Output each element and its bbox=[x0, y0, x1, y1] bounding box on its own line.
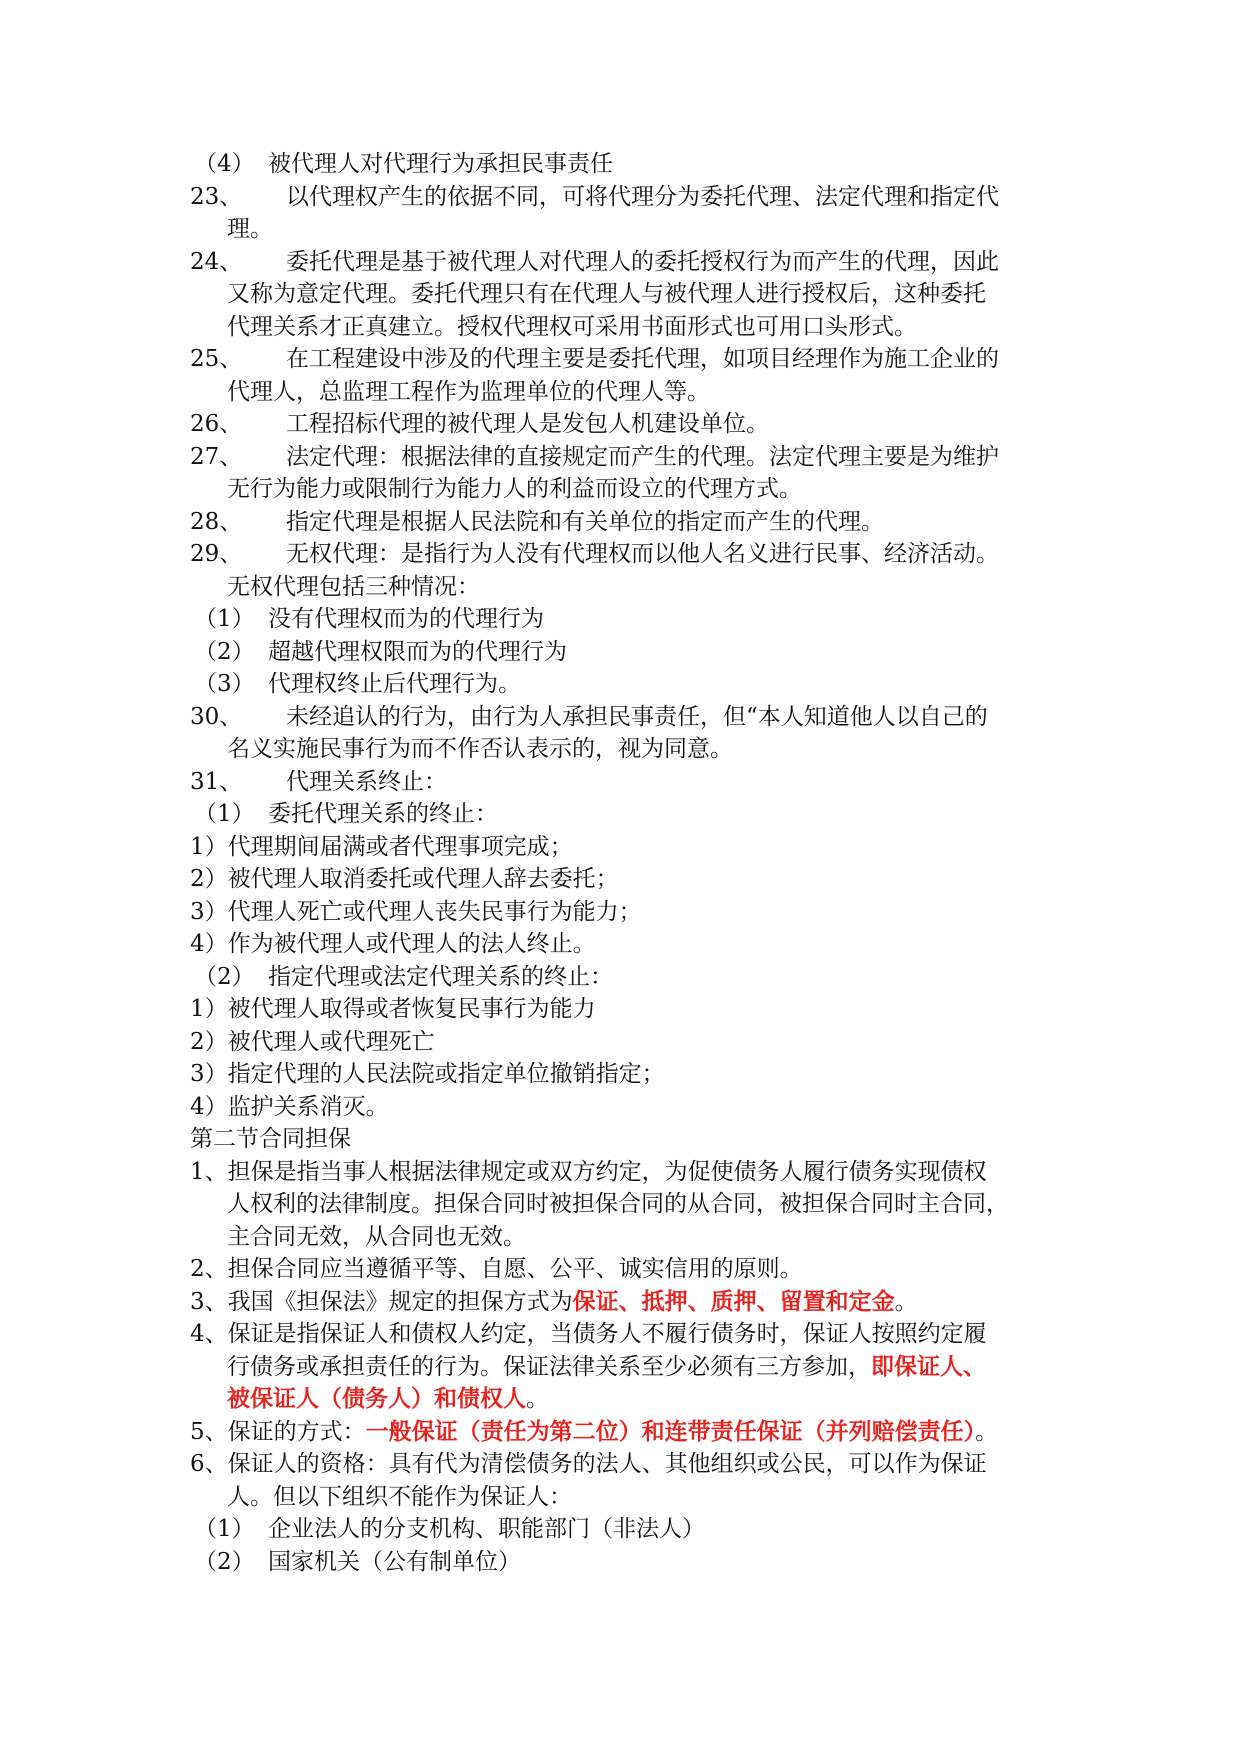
line-text: 被代理人对代理行为承担民事责任 bbox=[268, 151, 613, 177]
line-text: 在工程建设中涉及的代理主要是委托代理，如项目经理作为施工企业的 bbox=[286, 346, 999, 372]
text-line bbox=[190, 1091, 1070, 1124]
item-number: 31、 bbox=[190, 768, 243, 795]
line-text: 行债务或承担责任的行为。保证法律关系至少必须有三方参加， bbox=[227, 1353, 871, 1380]
text-line bbox=[190, 863, 1070, 896]
text-line bbox=[190, 1221, 1070, 1254]
item-number: 28、 bbox=[190, 508, 243, 535]
item-number: 25、 bbox=[190, 346, 243, 372]
item-number: 26、 bbox=[190, 411, 243, 437]
line-text: 主合同无效，从合同也无效。 bbox=[227, 1223, 526, 1250]
text-line bbox=[190, 993, 1070, 1026]
line-text: 名义实施民事行为而不作否认表示的，视为同意。 bbox=[227, 736, 733, 762]
line-text: 代理权终止后代理行为。 bbox=[268, 671, 521, 697]
line-text: 无行为能力或限制行为能力人的利益而设立的代理方式。 bbox=[227, 476, 802, 502]
text-line bbox=[190, 1188, 1070, 1221]
line-text: 委托代理关系的终止： bbox=[268, 801, 498, 827]
text-line bbox=[190, 343, 1070, 376]
line-text: 代理关系才正真建立。授权代理权可采用书面形式也可用口头形式。 bbox=[227, 313, 917, 340]
line-text: 工程招标代理的被代理人是发包人机建设单位。 bbox=[286, 411, 769, 437]
line-text-tail: 。 bbox=[894, 1288, 918, 1315]
line-text: 4）作为被代理人或代理人的法人终止。 bbox=[190, 931, 596, 957]
line-text: 4）监护关系消灭。 bbox=[190, 1093, 389, 1120]
line-text: 法定代理：根据法律的直接规定而产生的代理。法定代理主要是为维护 bbox=[286, 443, 999, 470]
item-number: （1） bbox=[194, 1516, 255, 1542]
text-line bbox=[190, 701, 1070, 734]
text-line bbox=[190, 538, 1070, 571]
item-number: （1） bbox=[194, 801, 255, 827]
text-line bbox=[190, 1416, 1070, 1449]
text-line bbox=[190, 798, 1070, 831]
line-text: 第二节合同担保 bbox=[190, 1126, 351, 1152]
highlight-text: 一般保证（责任为第二位）和连带责任保证（并列赔偿责任） bbox=[365, 1417, 976, 1445]
line-text: 没有代理权而为的代理行为 bbox=[268, 606, 544, 632]
line-text: 指定代理或法定代理关系的终止： bbox=[268, 963, 613, 990]
text-line bbox=[190, 961, 1070, 994]
text-line bbox=[190, 603, 1070, 636]
item-number: 30、 bbox=[190, 703, 243, 730]
line-text: 6、保证人的资格：具有代为清偿债务的法人、其他组织或公民，可以作为保证 bbox=[190, 1451, 987, 1477]
text-line bbox=[190, 506, 1070, 539]
line-text: 5、保证的方式： bbox=[190, 1418, 366, 1445]
text-line bbox=[190, 1546, 1070, 1579]
text-line bbox=[190, 831, 1070, 864]
line-text-tail: 。 bbox=[526, 1386, 549, 1412]
text-line bbox=[190, 213, 1070, 246]
text-line bbox=[190, 1351, 1070, 1384]
highlight-text: 被保证人（债务人）和债权人 bbox=[227, 1385, 526, 1412]
text-line bbox=[190, 311, 1070, 344]
text-line bbox=[190, 1448, 1070, 1481]
item-number: 27、 bbox=[190, 443, 243, 470]
line-text: 无权代理：是指行为人没有代理权而以他人名义进行民事、经济活动。 bbox=[286, 541, 999, 567]
line-text: 1）代理期间届满或者代理事项完成； bbox=[190, 833, 573, 860]
item-number: （2） bbox=[194, 963, 255, 990]
text-line bbox=[190, 668, 1070, 701]
text-line bbox=[190, 1058, 1070, 1091]
item-number: （3） bbox=[194, 671, 255, 697]
line-text: 3、我国《担保法》规定的担保方式为 bbox=[190, 1288, 573, 1315]
line-text: 1）被代理人取得或者恢复民事行为能力 bbox=[190, 996, 596, 1022]
line-text: 1、担保是指当事人根据法律规定或双方约定，为促使债务人履行债务实现债权 bbox=[190, 1158, 987, 1185]
text-line bbox=[190, 473, 1070, 506]
line-text: 人。但以下组织不能作为保证人： bbox=[227, 1483, 572, 1510]
line-text: 3）指定代理的人民法院或指定单位撤销指定； bbox=[190, 1061, 665, 1087]
item-number: （2） bbox=[194, 638, 255, 665]
text-line bbox=[190, 636, 1070, 669]
text-line bbox=[190, 928, 1070, 961]
text-line bbox=[190, 1026, 1070, 1059]
line-text: 3）代理人死亡或代理人丧失民事行为能力； bbox=[190, 898, 642, 925]
text-line bbox=[190, 246, 1070, 279]
item-number: 23、 bbox=[190, 183, 243, 210]
text-line bbox=[190, 408, 1070, 441]
line-text: 超越代理权限而为的代理行为 bbox=[268, 638, 567, 665]
text-line bbox=[190, 1253, 1070, 1286]
text-line bbox=[190, 1156, 1070, 1189]
line-text: 理。 bbox=[227, 216, 273, 242]
text-line bbox=[190, 766, 1070, 799]
document-body bbox=[190, 148, 1070, 1578]
text-line bbox=[190, 1318, 1070, 1351]
text-line bbox=[190, 1383, 1070, 1416]
text-line bbox=[190, 1123, 1070, 1156]
text-line bbox=[190, 1481, 1070, 1514]
line-text: 人权利的法律制度。担保合同时被担保合同的从合同，被担保合同时主合同， bbox=[227, 1191, 1009, 1217]
text-line bbox=[190, 733, 1070, 766]
line-text: 代理关系终止： bbox=[286, 768, 447, 795]
line-text: 2、担保合同应当遵循平等、自愿、公平、诚实信用的原则。 bbox=[190, 1256, 803, 1282]
highlight-text: 保证、抵押、质押、留置和定金 bbox=[572, 1287, 895, 1315]
item-number: （2） bbox=[194, 1548, 255, 1575]
text-line bbox=[190, 376, 1070, 409]
line-text: 指定代理是根据人民法院和有关单位的指定而产生的代理。 bbox=[286, 508, 884, 535]
text-line bbox=[190, 1286, 1070, 1319]
line-text: 4、保证是指保证人和债权人约定，当债务人不履行债务时，保证人按照约定履 bbox=[190, 1321, 987, 1347]
highlight-text: 即保证人、 bbox=[871, 1352, 986, 1380]
text-line bbox=[190, 571, 1070, 604]
item-number: 24、 bbox=[190, 248, 243, 275]
line-text-tail: 。 bbox=[975, 1418, 999, 1445]
line-text: 代理人，总监理工程作为监理单位的代理人等。 bbox=[227, 378, 710, 405]
text-line bbox=[190, 148, 1070, 181]
line-text: 无权代理包括三种情况： bbox=[227, 573, 480, 600]
item-number: （4） bbox=[194, 151, 255, 177]
item-number: 29、 bbox=[190, 541, 243, 567]
line-text: 未经追认的行为，由行为人承担民事责任，但“本人知道他人以自己的 bbox=[286, 703, 988, 730]
text-line bbox=[190, 896, 1070, 929]
line-text: 又称为意定代理。委托代理只有在代理人与被代理人进行授权后，这种委托 bbox=[227, 281, 986, 307]
text-line bbox=[190, 278, 1070, 311]
text-line bbox=[190, 181, 1070, 214]
item-number: （1） bbox=[194, 606, 255, 632]
line-text: 2）被代理人或代理死亡 bbox=[190, 1028, 435, 1055]
text-line bbox=[190, 441, 1070, 474]
line-text: 以代理权产生的依据不同，可将代理分为委托代理、法定代理和指定代 bbox=[286, 183, 999, 210]
line-text: 国家机关（公有制单位） bbox=[268, 1548, 521, 1575]
line-text: 2）被代理人取消委托或代理人辞去委托； bbox=[190, 866, 619, 892]
text-line bbox=[190, 1513, 1070, 1546]
line-text: 委托代理是基于被代理人对代理人的委托授权行为而产生的代理，因此 bbox=[286, 248, 999, 275]
line-text: 企业法人的分支机构、职能部门（非法人） bbox=[268, 1516, 705, 1542]
